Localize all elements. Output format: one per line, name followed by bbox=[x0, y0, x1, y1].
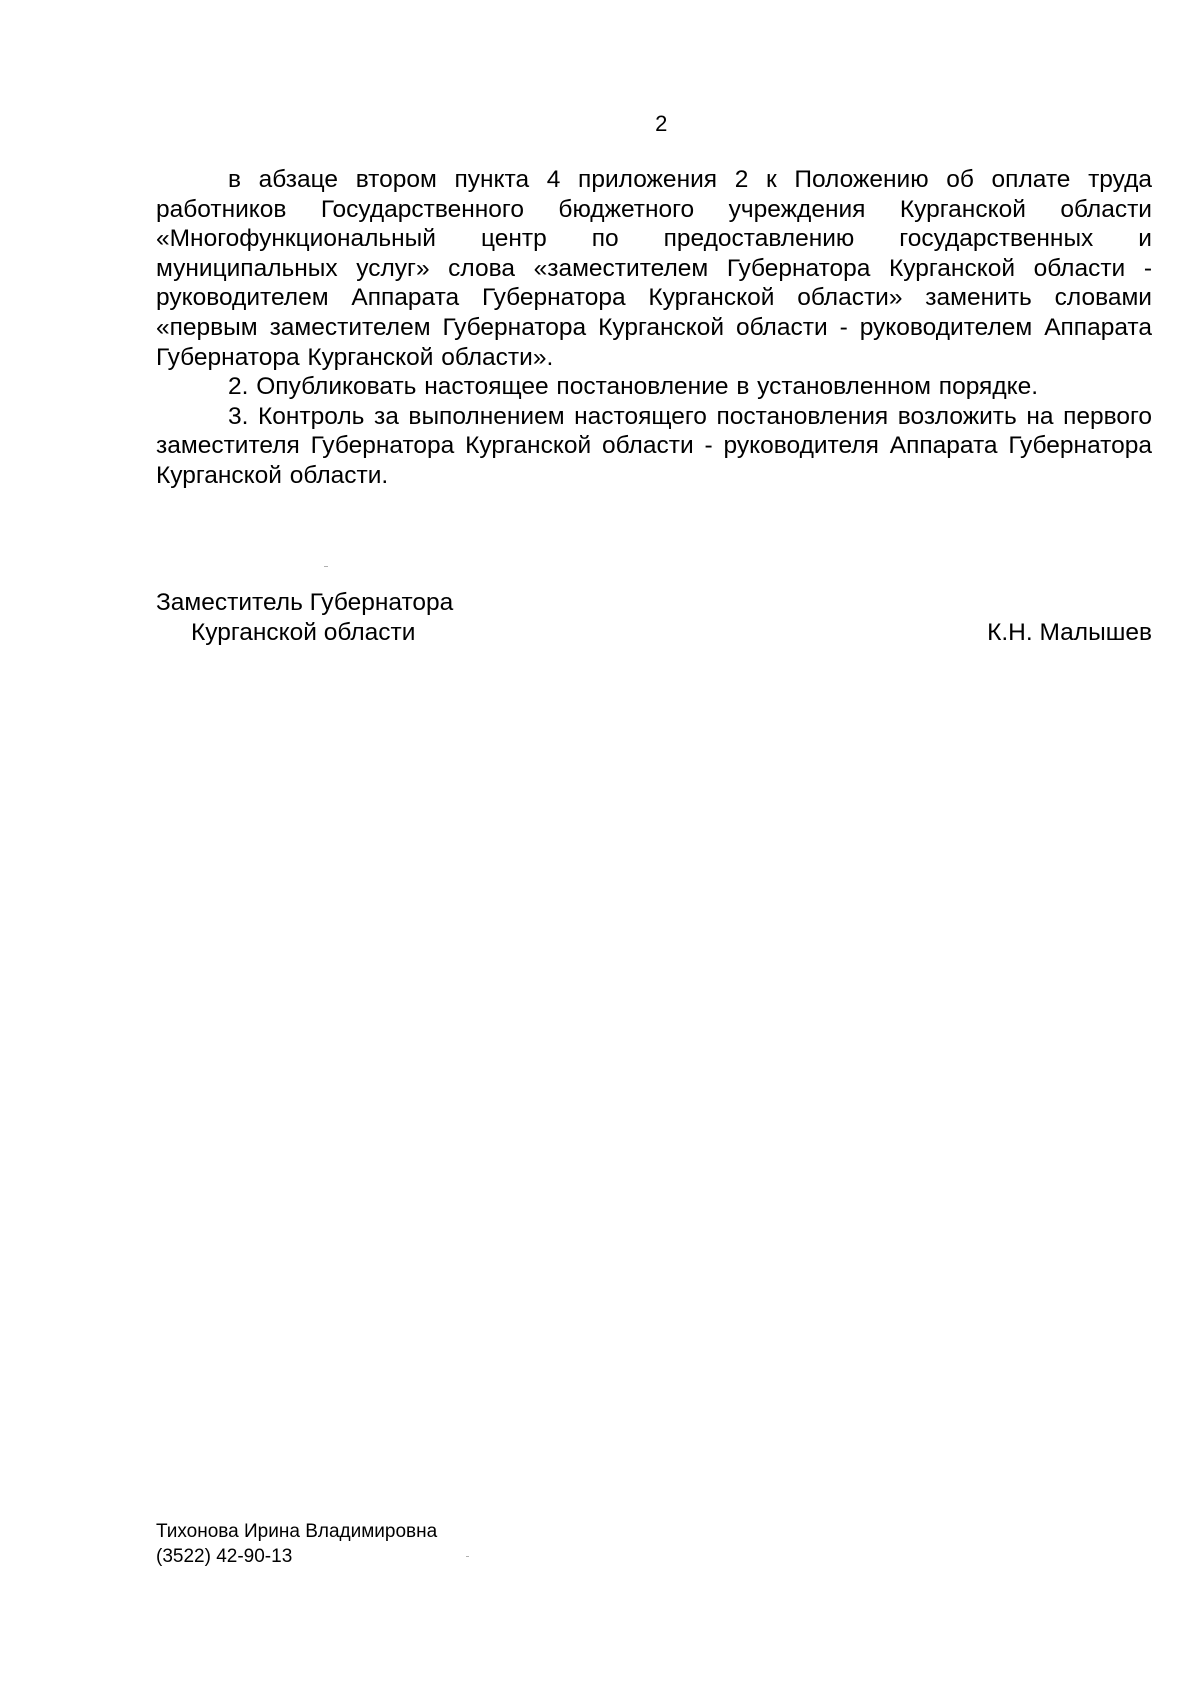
signatory-position: Заместитель Губернатора bbox=[156, 589, 454, 616]
signatory-region: Курганской области bbox=[191, 618, 416, 646]
document-body bbox=[156, 165, 1152, 491]
paragraph-amendment: в абзаце втором пункта 4 приложения 2 к Положению об оплате труда работников Государственного бюджетного учреждения Курганской области «Многофункциональный центр по предоставлению государственных и муниципальных услуг» слова «заместителем Губернатора Курганской области - руководителем Аппарата Губернатора Курганской области» заменить словами «первым заместителем Губернатора Курганской области - руководителем Аппарата Губернатора Курганской области». bbox=[156, 166, 1152, 371]
executor-name: Тихонова Ирина Владимировна bbox=[156, 1521, 438, 1542]
executor-phone: (3522) 42-90-13 bbox=[156, 1546, 293, 1567]
paragraph-publish: 2. Опубликовать настоящее постановление в установленном порядке. bbox=[228, 373, 1039, 401]
scan-speck bbox=[466, 1556, 469, 1557]
paragraph-control: 3. Контроль за выполнением настоящего постановления возложить на первого заместителя Губернатора Курганской области - руководителя Аппарата Губернатора Курганской области. bbox=[156, 402, 1152, 489]
signatory-name: К.Н. Малышев bbox=[987, 618, 1152, 646]
page-number: 2 bbox=[655, 111, 668, 136]
executor-info bbox=[156, 1519, 437, 1569]
scan-speck bbox=[324, 566, 328, 567]
signature-block bbox=[156, 588, 1152, 647]
